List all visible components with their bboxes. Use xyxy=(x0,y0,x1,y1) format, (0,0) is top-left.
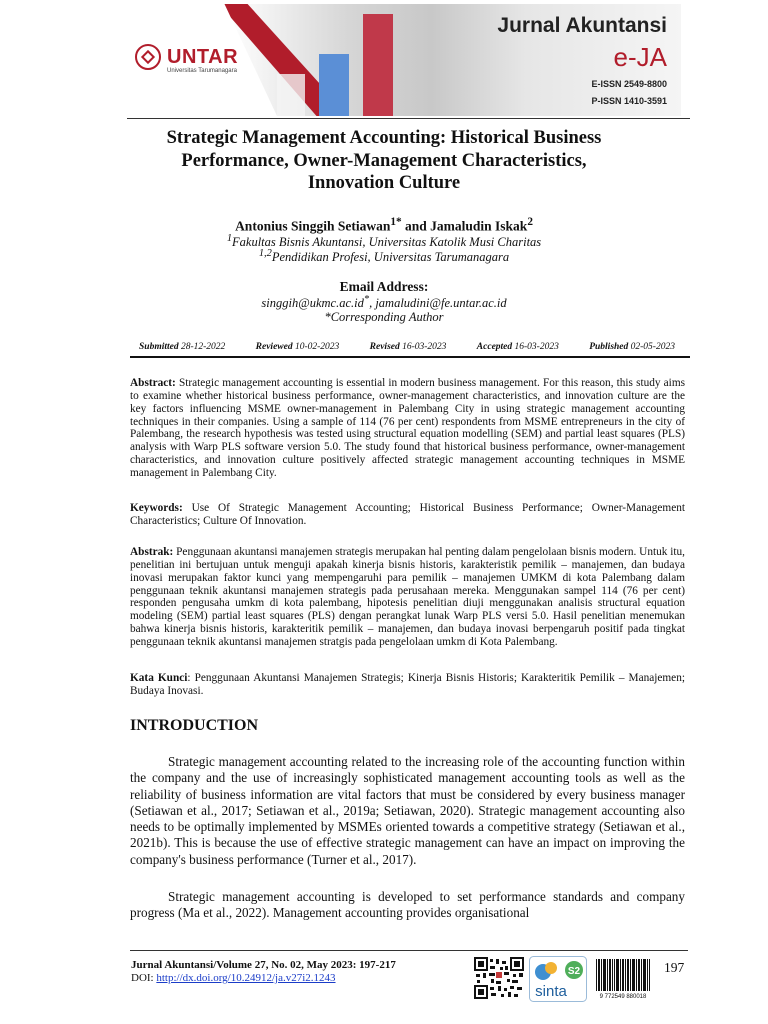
header-divider xyxy=(127,118,690,119)
sinta-accreditation-badge xyxy=(529,956,587,1002)
email-heading: Email Address: xyxy=(339,279,429,294)
sinta-label: sinta xyxy=(535,983,567,1000)
barcode-number: 9 772549 880018 xyxy=(599,994,647,999)
abstrak-text: Penggunaan akuntansi manajemen strategis merupakan hal penting dalam pengelolaan bisnis modern. Untuk itu, penelitian ini bertujuan untuk menguji apakah kinerja bisnis historis, karakteristik pemilik – manajemen, dan budaya inovasi merupakan faktor kunci yang mempengaruhi para pemilik – manajemen UMKM di kota Palembang dalam penggunaan teknik akuntansi manajemen strategis pada perusahaan mereka. Menggunakan sampel 114 (76 per cent) responden pengusaha umkm di kota palembang, hipotesis penelitian diuji menggunakan analisis structural equation modeling (SEM) partial least squares (PLS) dengan perangkat lunak Warp PLS versi 5.0. Hasil penelitian menemukan bahwa kinerja bisnis historis, karakteritik pemilik – manajemen, dan budaya inovasi berpengaruh positif pada tingkat penggunaan teknik akuntansi manajemen stratgis pada pengelolaan umkm di Kota Palembang. xyxy=(130,546,685,648)
kata-kunci-paragraph xyxy=(130,672,685,698)
date-published: Published 02-05-2023 xyxy=(589,342,675,352)
date-revised: Revised 16-03-2023 xyxy=(369,342,447,352)
article-history-dates xyxy=(139,342,675,352)
eissn-label: E-ISSN 2549-8800 xyxy=(591,79,667,89)
author-emails[interactable]: singgih@ukmc.ac.id*, jamaludini@fe.untar.ac.id xyxy=(261,294,507,311)
affiliation-1: $^1$Fakultas Bisnis Akuntansi, Universitas Katolik Musi Charitas xyxy=(226,233,542,250)
issn-barcode-icon xyxy=(595,959,651,999)
footer-divider xyxy=(130,950,688,951)
introduction-heading: INTRODUCTION xyxy=(130,717,259,734)
affiliation-2: $^{1,2}$Pendidikan Profesi, Universitas Tarumanagara xyxy=(258,248,510,265)
header-bar-blue xyxy=(319,54,349,116)
header-bar-red xyxy=(363,14,393,116)
untar-logo-text: UNTAR xyxy=(167,46,239,68)
doi-label: DOI: xyxy=(131,972,157,984)
pissn-label: P-ISSN 1410-3591 xyxy=(591,96,667,106)
article-title: Strategic Management Accounting: Historical Business Performance, Owner-Management Characteristics, Innovation Culture xyxy=(166,128,602,193)
abstract-label: Abstract: xyxy=(130,377,176,389)
corresponding-author-note: *Corresponding Author xyxy=(324,310,444,324)
journal-abbreviation: e-JA xyxy=(613,42,667,72)
keywords-paragraph xyxy=(130,502,685,528)
keywords-text: Use Of Strategic Management Accounting; Historical Business Performance; Owner-Management Characteristics; Culture Of Innovation. xyxy=(130,502,686,527)
article-authors: Antonius Singgih Setiawan$^{1*}$ and Jamaludin Iskak$^2$ xyxy=(235,216,533,234)
footer-doi xyxy=(131,972,336,984)
date-accepted: Accepted 16-03-2023 xyxy=(476,342,559,352)
sinta-rank: S2 xyxy=(567,966,581,977)
abstract-paragraph xyxy=(130,377,685,480)
introduction-paragraph-1: Strategic management accounting related to the increasing role of the accounting function within the company and the use of increasingly sophisticated management accounting tools as well as the reliability of business information are vital factors that must be considered by every business manager (Setiawan et al., 2017; Setiawan et al., 2019a; Setiawan, 2020). Strategic management accounting also needs to be optimally implemented by MSMEs oriented towards a competitive strategy (Setiawan et al., 2021b). This is because the use of effective strategic management can have an impact on improving the company's business performance (Turner et al., 2017). xyxy=(130,754,685,867)
keywords-label: Keywords: xyxy=(130,502,183,514)
introduction-paragraph-2: Strategic management accounting is developed to set performance standards and company progress (Ma et al., 2022). Management accounting provides organisational xyxy=(130,889,685,921)
date-submitted: Submitted 28-12-2022 xyxy=(139,342,226,352)
doi-link[interactable]: http://dx.doi.org/10.24912/ja.v27i2.1243 xyxy=(156,972,336,984)
dates-divider xyxy=(130,356,690,358)
untar-seal-icon xyxy=(135,44,161,70)
untar-logo-subtext: Universitas Tarumanagara xyxy=(167,68,237,74)
kata-kunci-text: : Penggunaan Akuntansi Manajemen Strategis; Kinerja Bisnis Historis; Karakteritik Pemilik – Manajemen; Budaya Inovasi. xyxy=(130,672,685,697)
qr-code-icon xyxy=(474,957,524,999)
journal-header-banner xyxy=(127,4,681,116)
abstrak-label: Abstrak: xyxy=(130,546,174,558)
page-number: 197 xyxy=(664,960,685,975)
footer-journal-info: Jurnal Akuntansi/Volume 27, No. 02, May 2023: 197-217 xyxy=(131,959,396,971)
kata-kunci-label: Kata Kunci xyxy=(130,672,188,684)
header-bar-light xyxy=(277,74,305,116)
abstract-text: Strategic management accounting is essential in modern business management. For this reason, this study aims to examine whether historical business performance, owner-management characteristics, and innovation culture are the key factors influencing MSME owner-management in Palembang City in using strategic management accounting techniques in their companies. Using a sample of 114 (76 per cent) respondents from MSME entrepreneurs in the city of Palembang, the research hypothesis was tested using structural equation modelling (SEM) and partial least squares (PLS) analysis with Warp PLS software version 5.0. The study found that historical business performance, owner-management characteristics, and innovation culture positively affected strategic management accounting techniques in MSME management in Palembang City. xyxy=(130,377,686,479)
date-reviewed: Reviewed 10-02-2023 xyxy=(255,342,340,352)
journal-name: Jurnal Akuntansi xyxy=(497,14,667,37)
abstrak-paragraph xyxy=(130,546,685,649)
